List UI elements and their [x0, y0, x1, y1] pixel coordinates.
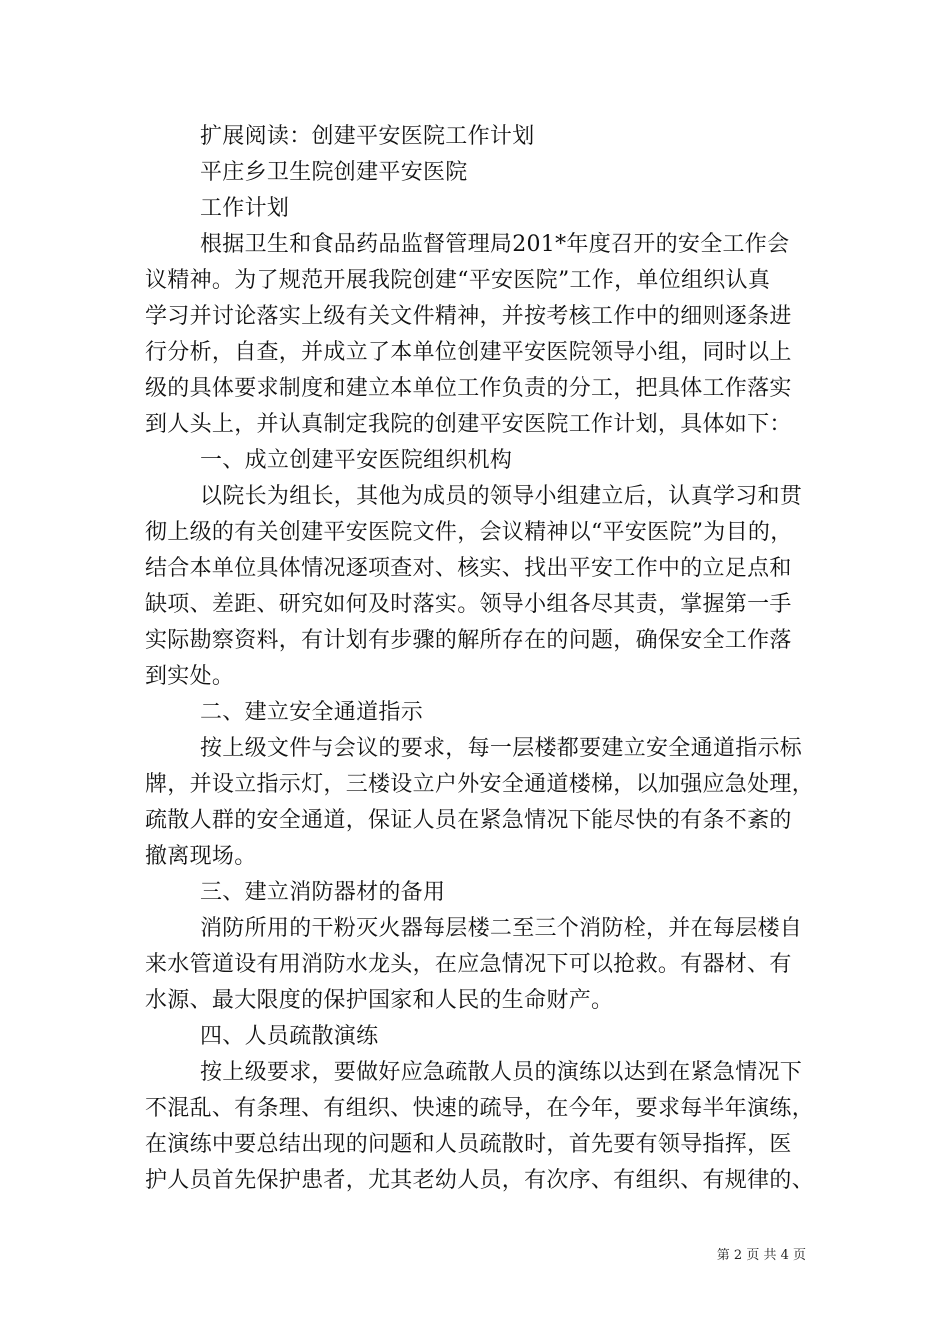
body-line: 议精神。为了规范开展我院创建“平安医院”工作，单位组织认真: [145, 268, 771, 293]
body-line: 以院长为组长，其他为成员的领导小组建立后，认真学习和贯: [200, 484, 803, 509]
section-heading-2: 二、建立安全通道指示: [200, 700, 424, 725]
body-line: 按上级要求，要做好应急疏散人员的演练以达到在紧急情况下: [200, 1060, 803, 1085]
body-line: 行分析，自查，并成立了本单位创建平安医院领导小组，同时以上: [145, 340, 792, 365]
body-line: 到人头上，并认真制定我院的创建平安医院工作计划，具体如下：: [145, 412, 792, 437]
section-heading-4: 四、人员疏散演练: [200, 1024, 379, 1049]
section-heading-1: 一、成立创建平安医院组织机构: [200, 448, 513, 473]
heading-extended-reading: 扩展阅读：创建平安医院工作计划: [200, 124, 535, 149]
body-line: 疏散人群的安全通道，保证人员在紧急情况下能尽快的有条不紊的: [145, 808, 792, 833]
body-line: 护人员首先保护患者，尤其老幼人员，有次序、有组织、有规律的、: [145, 1168, 815, 1193]
body-line: 彻上级的有关创建平安医院文件，会议精神以“平安医院”为目的，: [145, 520, 793, 545]
section-heading-3: 三、建立消防器材的备用: [200, 880, 446, 905]
body-line: 按上级文件与会议的要求，每一层楼都要建立安全通道指示标: [200, 736, 803, 761]
body-line: 级的具体要求制度和建立本单位工作负责的分工，把具体工作落实: [145, 376, 792, 401]
body-line: 结合本单位具体情况逐项查对、核实、找出平安工作中的立足点和: [145, 556, 792, 581]
page-number: 第 2 页 共 4 页: [716, 1248, 806, 1263]
body-line: 不混乱、有条理、有组织、快速的疏导，在今年，要求每半年演练，: [145, 1096, 815, 1121]
body-line: 消防所用的干粉灭火器每层楼二至三个消防栓，并在每层楼自: [200, 916, 803, 941]
body-line: 水源、最大限度的保护国家和人民的生命财产。: [145, 988, 614, 1013]
body-line: 根据卫生和食品药品监督管理局201*年度召开的安全工作会: [200, 232, 790, 257]
body-line: 学习并讨论落实上级有关文件精神，并按考核工作中的细则逐条进: [145, 304, 792, 329]
body-line: 缺项、差距、研究如何及时落实。领导小组各尽其责，掌握第一手: [145, 592, 792, 617]
body-line: 在演练中要总结出现的问题和人员疏散时，首先要有领导指挥，医: [145, 1132, 792, 1157]
body-line: 到实处。: [145, 664, 235, 689]
body-line: 牌，并设立指示灯，三楼设立户外安全通道楼梯，以加强应急处理，: [145, 772, 815, 797]
body-line: 来水管道设有用消防水龙头，在应急情况下可以抢救。有器材、有: [145, 952, 792, 977]
heading-work-plan: 工作计划: [200, 196, 290, 221]
heading-hospital-name: 平庄乡卫生院创建平安医院: [200, 160, 468, 185]
body-line: 撤离现场。: [145, 844, 257, 869]
body-line: 实际勘察资料，有计划有步骤的解所存在的问题，确保安全工作落: [145, 628, 792, 653]
